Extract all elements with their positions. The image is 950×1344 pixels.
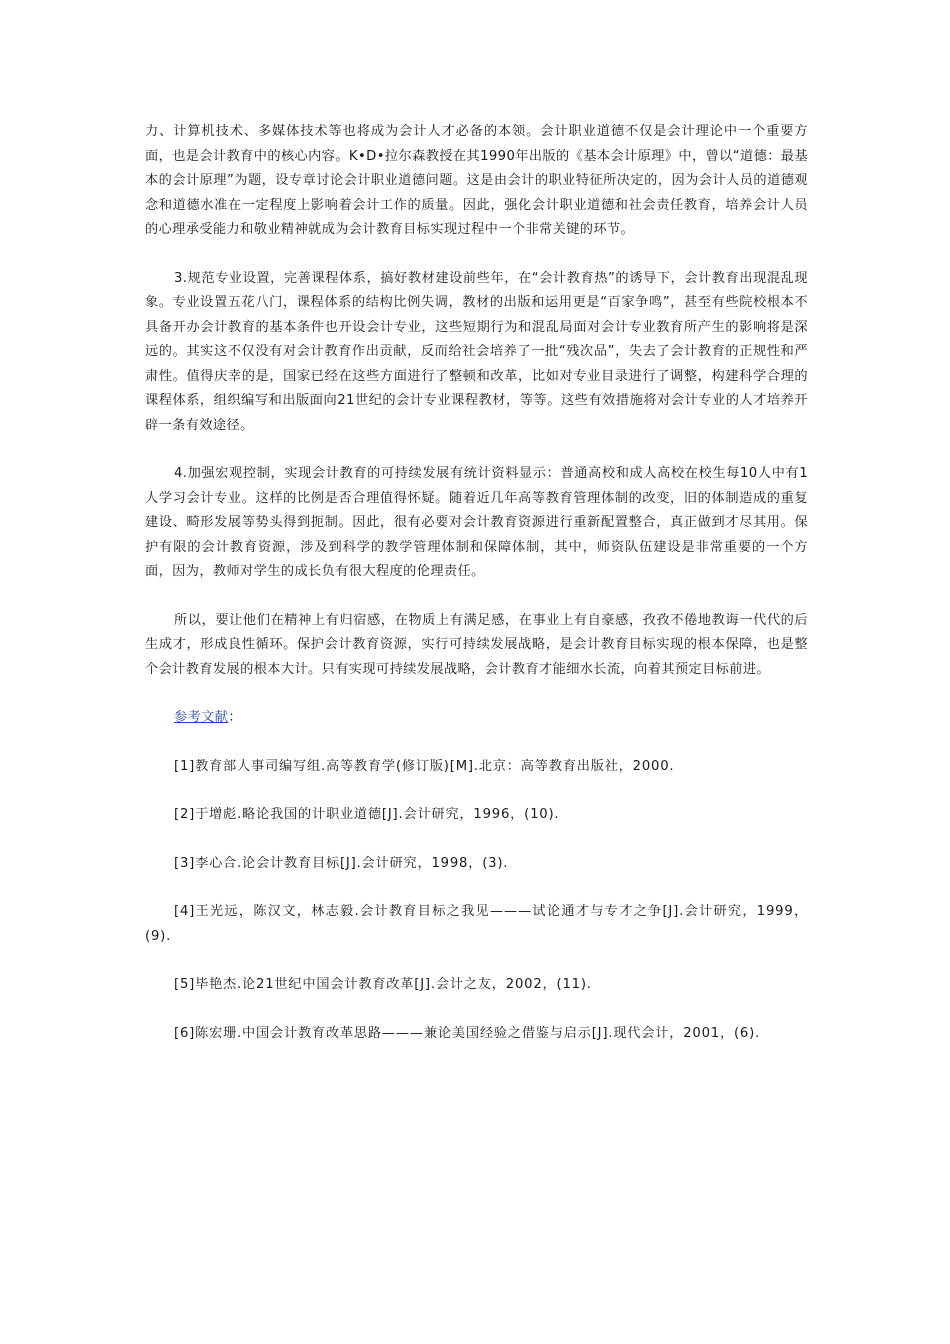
paragraph-conclusion: 所以，要让他们在精神上有归宿感，在物质上有满足感，在事业上有自豪感，孜孜不倦地教诲一代代的后生成才，形成良性循环。保护会计教育资源，实行可持续发展战略，是会计教育目标实现的根本保障，也是整个会计教育发展的根本大计。只有实现可持续发展战略，会计教育才能细水长流，向着其预定目标前进。 [145,612,808,677]
references-link[interactable]: 参考文献 [174,710,229,725]
reference-item-4: [4]王光远，陈汉文，林志毅.会计教育目标之我见———试论通才与专才之争[J].会计研究，1999，(9). [145,904,808,944]
references-heading-suffix: ： [228,710,242,725]
references-heading [145,706,808,731]
reference-item-5: [5]毕艳杰.论21世纪中国会计教育改革[J].会计之友，2002，(11). [174,977,592,992]
reference-item-1: [1]教育部人事司编写组.高等教育学(修订版)[M].北京：高等教育出版社，2000. [174,758,675,774]
reference-item-3: [3]李心合.论会计教育目标[J].会计研究，1998，(3). [174,855,509,871]
reference-gap [145,876,808,900]
reference-gap [145,998,808,1022]
paragraph-continuation: 力、计算机技术、多媒体技术等也将成为会计人才必备的本领。会计职业道德不仅是会计理论中一个重要方面，也是会计教育中的核心内容。K•D•拉尔森教授在其1990年出版的《基本会计原理》中，曾以“道德：最基本的会计原理”为题，设专章讨论会计职业道德问题。这是由会计的职业特征所决定的，因为会计人员的道德观念和道德水准在一定程度上影响着会计工作的质量。因此，强化会计职业道德和社会责任教育，培养会计人员的心理承受能力和敬业精神就成为会计教育目标实现过程中一个非常关键的环节。 [145,124,808,237]
paragraph-gap [145,438,808,462]
paragraph-gap [145,585,808,609]
reference-gap [145,779,808,803]
reference-item-6: [6]陈宏珊.中国会计教育改革思路———兼论美国经验之借鉴与启示[J].现代会计，2001，(6). [174,1025,761,1041]
reference-gap [145,828,808,852]
paragraph-gap [145,243,808,267]
paragraph-section-4: 4.加强宏观控制，实现会计教育的可持续发展有统计资料显示：普通高校和成人高校在校生每10人中有1人学习会计专业。这样的比例是否合理值得怀疑。随着近几年高等教育管理体制的改变，旧的体制造成的重复建设、畸形发展等势头得到扼制。因此，很有必要对会计教育资源进行重新配置整合，真正做到才尽其用。保护有限的会计教育资源，涉及到科学的教学管理体制和保障体制，其中，师资队伍建设是非常重要的一个方面，因为，教师对学生的成长负有很大程度的伦理责任。 [145,466,808,579]
paragraph-section-3: 3.规范专业设置，完善课程体系，搞好教材建设前些年，在“会计教育热”的诱导下，会计教育出现混乱现象。专业设置五花八门，课程体系的结构比例失调，教材的出版和运用更是“百家争鸣”，甚至有些院校根本不具备开办会计教育的基本条件也开设会计专业，这些短期行为和混乱局面对会计专业教育所产生的影响将是深远的。其实这不仅没有对会计教育作出贡献，反而给社会培养了一批“残次品”，失去了会计教育的正规性和严肃性。值得庆幸的是，国家已经在这些方面进行了整顿和改革，比如对专业目录进行了调整，构建科学合理的课程体系，组织编写和出版面向21世纪的会计专业课程教材，等等。这些有效措施将对会计专业的人才培养开辟一条有效途径。 [145,270,808,433]
paragraph-gap [145,682,808,706]
reference-gap [145,949,808,973]
reference-item-2: [2]于增彪.略论我国的计职业道德[J].会计研究，1996，(10). [174,807,560,822]
document-body [145,120,808,1046]
reference-gap [145,731,808,755]
